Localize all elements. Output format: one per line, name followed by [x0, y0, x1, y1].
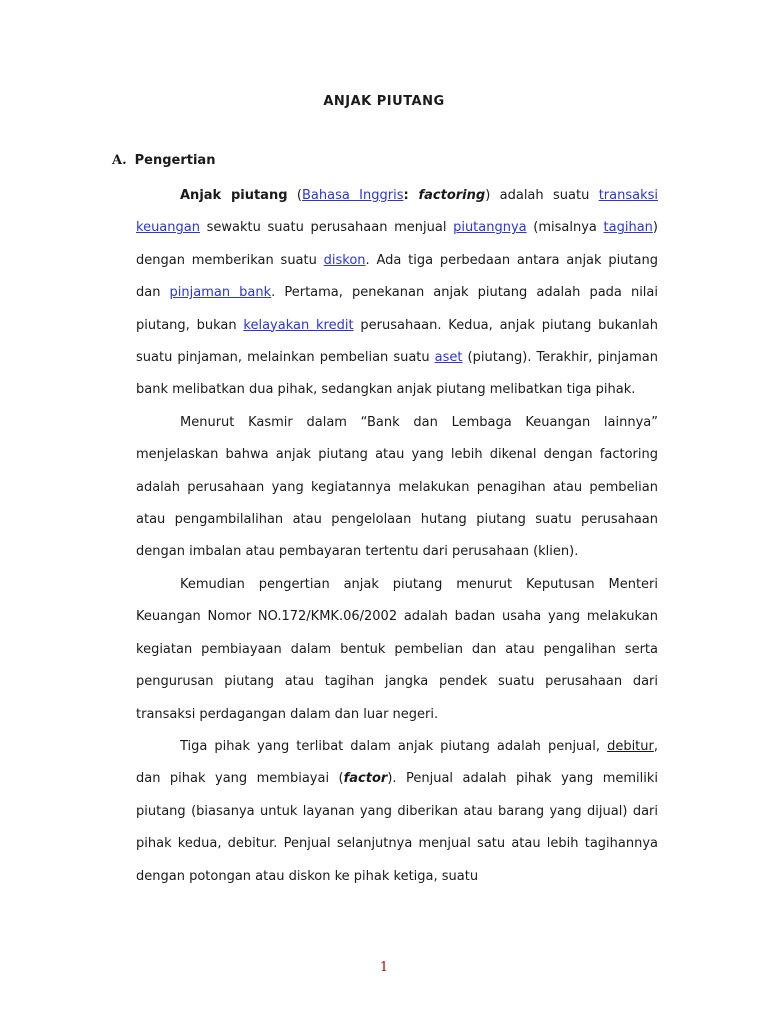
- text-fragment: ) dengan memberikan suatu: [136, 220, 658, 268]
- paragraph-3: Kemudian pengertian anjak piutang menurut Keputusan Menteri Keuangan Nomor NO.172/KMK.06/2002 adalah badan usaha yang melakukan kegiatan pembiayaan dalam bentuk pembelian dan atau pengalihan serta pengurusan piutang atau tagihan jangka pendek suatu perusahaan dari transaksi perdagangan dalam dan luar negeri.: [136, 576, 658, 722]
- link-bahasa-inggris[interactable]: Bahasa Inggris: [301, 188, 404, 203]
- text-fragment: Tiga pihak yang terlibat dalam anjak piutang adalah penjual,: [180, 738, 608, 754]
- document-title: ANJAK PIUTANG: [323, 94, 445, 109]
- paragraph-1: [136, 180, 658, 407]
- text-fragment: (piutang). Terakhir, pinjaman bank melibatkan dua pihak, sedangkan anjak piutang melibatkan tiga pihak.: [136, 350, 658, 398]
- text-fragment: . Pertama, penekanan anjak piutang adalah pada nilai piutang, bukan: [136, 285, 658, 333]
- text-fragment: :: [403, 188, 419, 203]
- section-heading-text: Pengertian: [134, 153, 216, 168]
- text-fragment: perusahaan. Kedua, anjak piutang bukanlah suatu pinjaman, melainkan pembelian suatu: [136, 317, 658, 366]
- page-number: 1: [379, 960, 389, 975]
- section-heading: [112, 153, 215, 168]
- link-aset[interactable]: aset: [434, 350, 463, 366]
- term-debitur: debitur: [607, 738, 654, 754]
- text-fragment: sewaktu suatu perusahaan menjual: [199, 220, 454, 236]
- text-fragment: . Ada tiga perbedaan antara anjak piutang dan: [136, 252, 658, 301]
- link-piutangnya[interactable]: piutangnya: [453, 220, 527, 236]
- paragraph-4: [136, 731, 658, 893]
- text-fragment: (: [287, 188, 302, 203]
- term-factoring: factoring: [418, 188, 486, 203]
- term-anjak-piutang: Anjak piutang: [180, 188, 288, 203]
- text-fragment: , dan pihak yang membiayai (: [136, 738, 658, 787]
- section-marker: A.: [112, 153, 127, 168]
- term-factor: factor: [343, 771, 388, 787]
- link-tagihan[interactable]: tagihan: [603, 220, 653, 236]
- text-fragment: ). Penjual adalah pihak yang memiliki piutang (biasanya untuk layanan yang diberikan atau barang yang dijual) dari pihak kedua, debitur. Penjual selanjutnya menjual satu atau lebih tagihannya dengan potongan atau diskon ke pihak ketiga, suatu: [136, 771, 658, 884]
- body-text: [136, 180, 658, 893]
- link-diskon[interactable]: diskon: [323, 252, 366, 268]
- paragraph-2: Menurut Kasmir dalam “Bank dan Lembaga Keuangan lainnya” menjelaskan bahwa anjak piutang atau yang lebih dikenal dengan factoring adalah perusahaan yang kegiatannya melakukan penagihan atau pembelian atau pengambilalihan atau pengelolaan hutang piutang suatu perusahaan dengan imbalan atau pembayaran tertentu dari perusahaan (klien).: [136, 414, 658, 560]
- text-fragment: (misalnya: [526, 220, 604, 236]
- link-pinjaman-bank[interactable]: pinjaman bank: [169, 285, 272, 301]
- link-kelayakan-kredit[interactable]: kelayakan kredit: [243, 317, 354, 333]
- link-transaksi-keuangan[interactable]: transaksi keuangan: [136, 188, 658, 236]
- text-fragment: ) adalah suatu: [485, 188, 599, 203]
